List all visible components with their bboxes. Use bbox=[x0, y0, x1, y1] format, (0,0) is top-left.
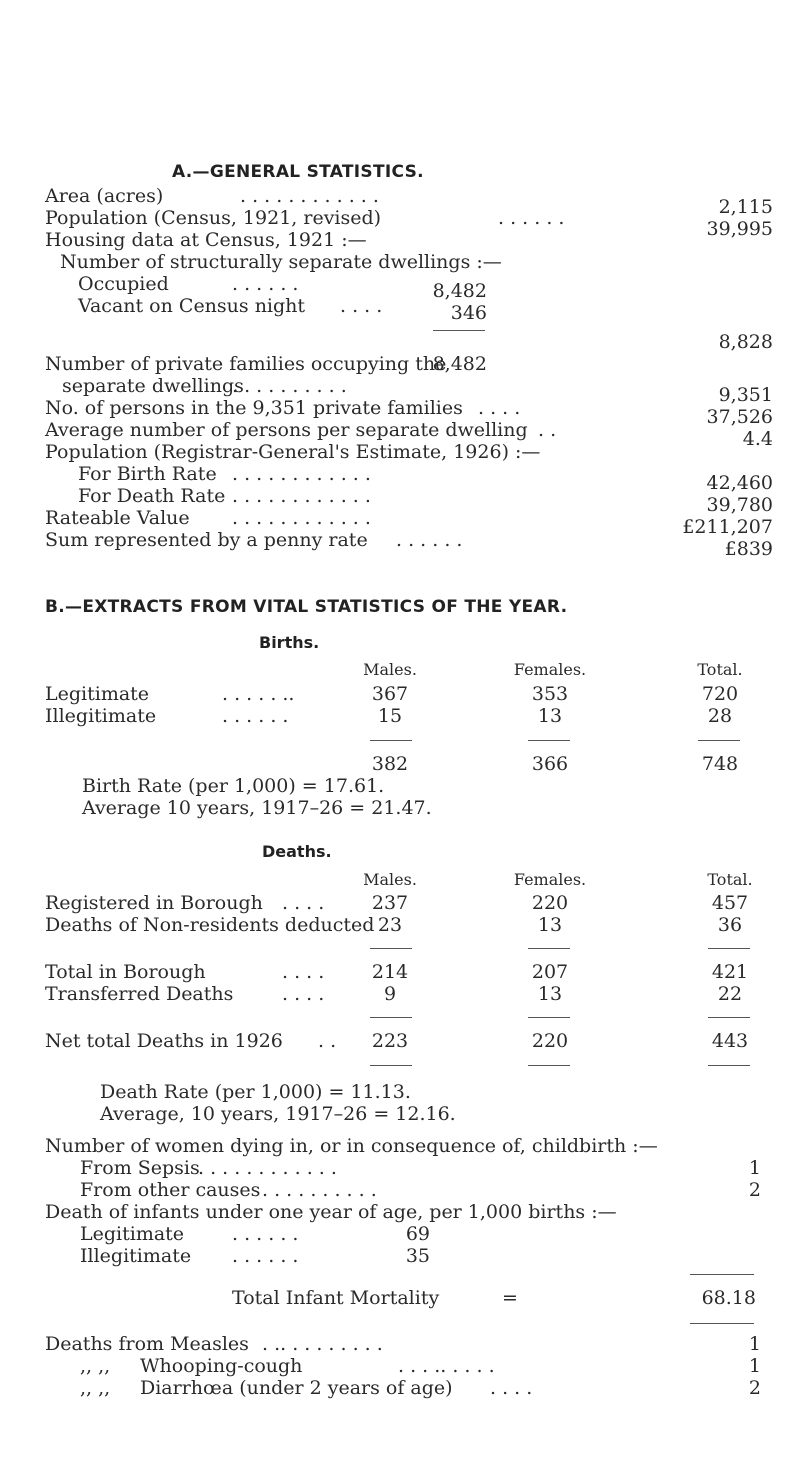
deaths-col-males: Males. bbox=[363, 870, 417, 889]
infant-mortality-eq: = bbox=[502, 1287, 518, 1309]
occupied-label: Occupied bbox=[78, 273, 169, 295]
births-total-total: 748 bbox=[701, 753, 739, 775]
rule bbox=[708, 1065, 750, 1066]
deaths-col-females: Females. bbox=[513, 870, 587, 889]
leader-dots: . . . . . . . . . . . . bbox=[240, 185, 379, 207]
infant-mortality-label: Total Infant Mortality bbox=[232, 1287, 440, 1309]
leader-dots: . . . . . . . . . . . . bbox=[232, 507, 371, 529]
leader-dots: . . . . bbox=[282, 892, 325, 914]
deaths-registered-females: 220 bbox=[531, 892, 569, 914]
families-value: 9,351 bbox=[718, 384, 773, 406]
births-total-males: 382 bbox=[371, 753, 409, 775]
rule bbox=[690, 1274, 754, 1275]
dwellings-total: 8,828 bbox=[718, 331, 773, 353]
average-label: Average number of persons per separate dwelling bbox=[45, 419, 528, 441]
vacant-label: Vacant on Census night bbox=[78, 295, 306, 317]
deaths-transferred-total: 22 bbox=[717, 983, 743, 1005]
deaths-total-total: 421 bbox=[711, 961, 749, 983]
birth-average-line: Average 10 years, 1917–26 = 21.47. bbox=[82, 797, 432, 819]
ditto-marks: ,, ,, bbox=[80, 1377, 111, 1399]
vacant-value: 346 bbox=[450, 302, 487, 324]
deaths-nonres-females: 13 bbox=[537, 914, 563, 936]
deaths-net-females: 220 bbox=[531, 1030, 569, 1052]
deaths-registered-total: 457 bbox=[711, 892, 749, 914]
births-col-females: Females. bbox=[513, 660, 587, 679]
measles-value: 1 bbox=[748, 1333, 761, 1355]
subtotal-rule bbox=[433, 330, 485, 331]
other-causes-value: 2 bbox=[748, 1179, 761, 1201]
births-legit-label: Legitimate bbox=[45, 683, 150, 705]
penny-value: £839 bbox=[724, 538, 773, 560]
births-illegit-females: 13 bbox=[537, 705, 563, 727]
leader-dots: . .. . . . . . . . . bbox=[262, 1333, 383, 1355]
leader-dots: . . . . . . . . . . bbox=[232, 375, 347, 397]
births-col-males: Males. bbox=[363, 660, 417, 679]
persons-label: No. of persons in the 9,351 private families bbox=[45, 397, 463, 419]
ditto-marks: ,, ,, bbox=[80, 1355, 111, 1377]
families-mid-value: 8,482 bbox=[432, 353, 487, 375]
rule bbox=[528, 948, 570, 949]
sepsis-value: 1 bbox=[748, 1157, 761, 1179]
whooping-value: 1 bbox=[748, 1355, 761, 1377]
leader-dots: . . . . bbox=[478, 397, 521, 419]
deaths-total-males: 214 bbox=[371, 961, 409, 983]
whooping-label: Whooping-cough bbox=[140, 1355, 303, 1377]
birth-rate-label: For Birth Rate bbox=[78, 463, 217, 485]
deaths-transferred-label: Transferred Deaths bbox=[45, 983, 234, 1005]
leader-dots: . . . . bbox=[282, 983, 325, 1005]
estimate-label: Population (Registrar-General's Estimate, 1926) :— bbox=[45, 441, 541, 463]
rule bbox=[370, 948, 412, 949]
section-b-title: B.—EXTRACTS FROM VITAL STATISTICS OF THE YEAR. bbox=[45, 597, 568, 617]
population-label: Population (Census, 1921, revised) bbox=[45, 207, 382, 229]
deaths-col-total: Total. bbox=[707, 870, 753, 889]
area-value: 2,115 bbox=[718, 196, 773, 218]
families-label: Number of private families occupying the bbox=[45, 353, 447, 375]
births-illegit-label: Illegitimate bbox=[45, 705, 157, 727]
leader-dots: . . bbox=[318, 1030, 337, 1052]
rule bbox=[528, 1017, 570, 1018]
leader-dots: . . bbox=[538, 419, 557, 441]
rule bbox=[370, 1017, 412, 1018]
rule bbox=[528, 740, 570, 741]
rule bbox=[370, 1065, 412, 1066]
births-illegit-total: 28 bbox=[707, 705, 733, 727]
leader-dots: . . . . . . bbox=[498, 207, 565, 229]
leader-dots: . . . . . .. bbox=[222, 683, 295, 705]
death-rate-value: 39,780 bbox=[706, 494, 773, 516]
housing-label: Housing data at Census, 1921 :— bbox=[45, 229, 367, 251]
deaths-transferred-males: 9 bbox=[383, 983, 397, 1005]
families-label-cont: separate dwellings bbox=[62, 375, 244, 397]
population-value: 39,995 bbox=[706, 218, 773, 240]
rule bbox=[708, 948, 750, 949]
infants-legit-label: Legitimate bbox=[80, 1223, 185, 1245]
deaths-registered-label: Registered in Borough bbox=[45, 892, 263, 914]
leader-dots: . . . . bbox=[340, 295, 383, 317]
leader-dots: . . . . bbox=[282, 961, 325, 983]
leader-dots: . . . . . . . . . . bbox=[262, 1179, 377, 1201]
births-legit-total: 720 bbox=[701, 683, 739, 705]
leader-dots: . . . . . . bbox=[396, 529, 463, 551]
rule bbox=[690, 1323, 754, 1324]
leader-dots: . . . .. . . . . bbox=[398, 1355, 495, 1377]
diarrhoea-label: Diarrhœa (under 2 years of age) bbox=[140, 1377, 453, 1399]
infants-illegit-label: Illegitimate bbox=[80, 1245, 192, 1267]
deaths-net-total: 443 bbox=[711, 1030, 749, 1052]
deaths-heading: Deaths. bbox=[262, 842, 332, 861]
births-illegit-males: 15 bbox=[377, 705, 403, 727]
childbirth-label: Number of women dying in, or in consequence of, childbirth :— bbox=[45, 1135, 658, 1157]
deaths-nonres-total: 36 bbox=[717, 914, 743, 936]
deaths-transferred-females: 13 bbox=[537, 983, 563, 1005]
diarrhoea-value: 2 bbox=[748, 1377, 761, 1399]
rule bbox=[708, 1017, 750, 1018]
occupied-value: 8,482 bbox=[432, 280, 487, 302]
leader-dots: . . . . . . bbox=[232, 1245, 299, 1267]
birth-rate-value: 42,460 bbox=[706, 472, 773, 494]
deaths-nonres-label: Deaths of Non-residents deducted bbox=[45, 914, 375, 936]
section-a-title: A.—GENERAL STATISTICS. bbox=[172, 162, 424, 182]
leader-dots: . . . . . . . . . . . . bbox=[198, 1157, 337, 1179]
persons-value: 37,526 bbox=[706, 406, 773, 428]
deaths-nonres-males: 23 bbox=[377, 914, 403, 936]
leader-dots: . . . . . . . . . . . . bbox=[232, 485, 371, 507]
death-rate-line: Death Rate (per 1,000) = 11.13. bbox=[100, 1081, 411, 1103]
deaths-registered-males: 237 bbox=[371, 892, 409, 914]
leader-dots: . . . . . . bbox=[222, 705, 289, 727]
deaths-total-label: Total in Borough bbox=[45, 961, 206, 983]
births-legit-males: 367 bbox=[371, 683, 409, 705]
other-causes-label: From other causes bbox=[80, 1179, 261, 1201]
births-col-total: Total. bbox=[697, 660, 743, 679]
death-average-line: Average, 10 years, 1917–26 = 12.16. bbox=[100, 1103, 456, 1125]
infants-illegit-value: 35 bbox=[405, 1245, 430, 1267]
births-heading: Births. bbox=[259, 633, 320, 652]
area-label: Area (acres) bbox=[45, 185, 164, 207]
rule bbox=[528, 1065, 570, 1066]
rateable-label: Rateable Value bbox=[45, 507, 190, 529]
deaths-net-males: 223 bbox=[371, 1030, 409, 1052]
dwellings-label: Number of structurally separate dwellings :— bbox=[60, 251, 502, 273]
death-rate-label: For Death Rate bbox=[78, 485, 226, 507]
rateable-value: £211,207 bbox=[682, 516, 773, 538]
leader-dots: . . . . bbox=[490, 1377, 533, 1399]
average-value: 4.4 bbox=[742, 428, 773, 450]
births-legit-females: 353 bbox=[531, 683, 569, 705]
birth-rate-line: Birth Rate (per 1,000) = 17.61. bbox=[82, 775, 385, 797]
infants-label: Death of infants under one year of age, per 1,000 births :— bbox=[45, 1201, 617, 1223]
leader-dots: . . . . . . . . . . . . bbox=[232, 463, 371, 485]
rule bbox=[698, 740, 740, 741]
births-total-females: 366 bbox=[531, 753, 569, 775]
leader-dots: . . . . . . bbox=[232, 1223, 299, 1245]
penny-label: Sum represented by a penny rate bbox=[45, 529, 368, 551]
infant-mortality-value: 68.18 bbox=[701, 1287, 756, 1309]
deaths-net-label: Net total Deaths in 1926 bbox=[45, 1030, 283, 1052]
sepsis-label: From Sepsis bbox=[80, 1157, 200, 1179]
measles-label: Deaths from Measles bbox=[45, 1333, 249, 1355]
rule bbox=[370, 740, 412, 741]
leader-dots: . . . . . . bbox=[232, 273, 299, 295]
deaths-total-females: 207 bbox=[531, 961, 569, 983]
infants-legit-value: 69 bbox=[405, 1223, 430, 1245]
